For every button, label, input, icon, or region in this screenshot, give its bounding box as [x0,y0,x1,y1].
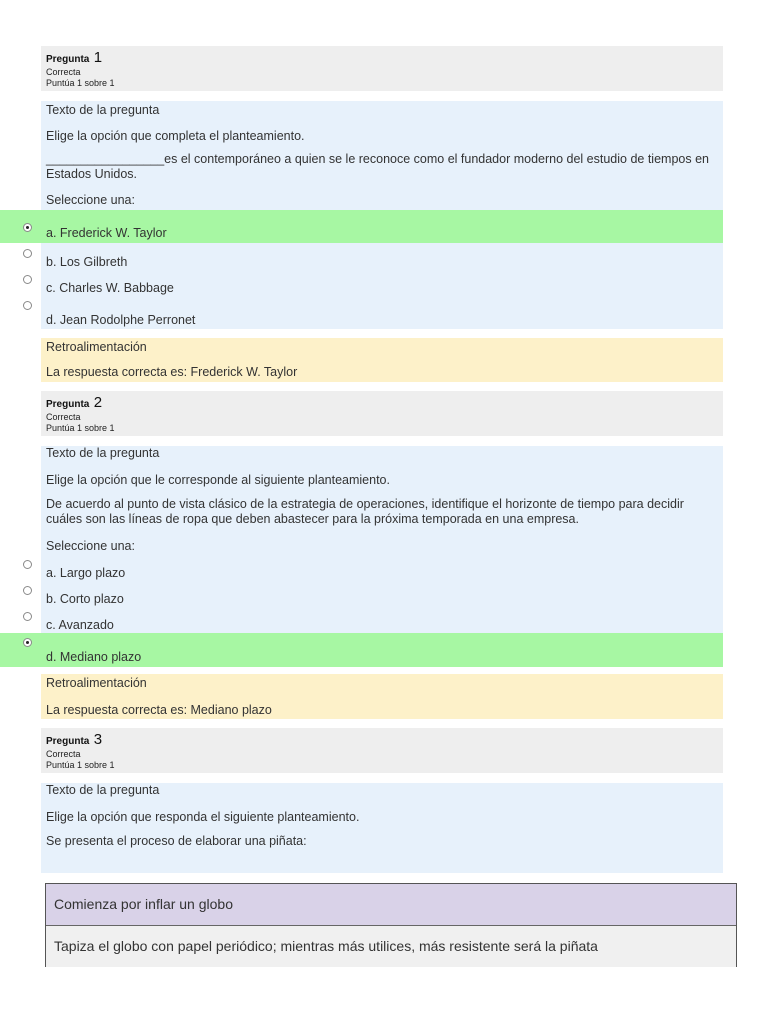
radio-button[interactable] [23,249,32,258]
drag-item-label: Tapiza el globo con papel periódico; mientras más utilices, más resistente será la piñata [54,938,598,954]
question-label: Pregunta [46,399,90,410]
answer-option-label: d. Mediano plazo [46,650,142,664]
question-instruction: Elige la opción que completa el planteamiento. [46,129,305,143]
question-instruction: Elige la opción que responda el siguiente planteamiento. [46,810,360,824]
question-instruction: Elige la opción que le corresponde al siguiente planteamiento. [46,473,390,487]
answer-option[interactable] [0,633,723,667]
radio-button-checked[interactable] [23,638,32,647]
question-text-header: Texto de la pregunta [46,446,160,460]
answer-option-label: b. Corto plazo [46,592,124,606]
question-status: Correcta [46,749,81,759]
drag-order-list [45,883,737,967]
question-3-info [41,728,723,773]
question-number: 1 [93,49,103,66]
answer-option-label: c. Avanzado [46,618,114,632]
question-text-header: Texto de la pregunta [46,783,160,797]
radio-button-checked[interactable] [23,223,32,232]
feedback-title: Retroalimentación [46,676,147,690]
question-3-content [41,783,723,873]
answer-option-label: a. Frederick W. Taylor [46,226,167,240]
radio-button[interactable] [23,275,32,284]
radio-button[interactable] [23,612,32,621]
question-number: 2 [93,394,103,411]
radio-button[interactable] [23,586,32,595]
question-1-feedback [41,338,723,382]
answer-option[interactable] [0,210,723,243]
question-label: Pregunta [46,736,90,747]
drag-item[interactable] [46,884,736,926]
feedback-title: Retroalimentación [46,340,147,354]
answer-option-label: c. Charles W. Babbage [46,281,174,295]
question-score: Puntúa 1 sobre 1 [46,423,115,433]
select-one-label: Seleccione una: [46,539,135,553]
question-number: 3 [93,731,103,748]
radio-button[interactable] [23,301,32,310]
question-score: Puntúa 1 sobre 1 [46,78,115,88]
question-statement: _________________es el contemporáneo a quien se le reconoce como el fundador moderno del estudio de tiempos en Estados Unidos. [46,152,709,181]
answer-option-label: b. Los Gilbreth [46,255,128,269]
answer-option[interactable] [41,266,723,298]
answer-option[interactable] [41,296,723,330]
question-statement: De acuerdo al punto de vista clásico de la estrategia de operaciones, identifique el horizonte de tiempo para decidir cuáles son las líneas de ropa que deben abastecer para la próxima temporada en una empresa. [46,497,684,526]
feedback-text: La respuesta correcta es: Frederick W. Taylor [46,365,298,379]
question-text-header: Texto de la pregunta [46,103,160,117]
question-2-feedback [41,674,723,719]
drag-item-label: Comienza por inflar un globo [54,896,233,912]
question-status: Correcta [46,412,81,422]
answer-option-label: d. Jean Rodolphe Perronet [46,313,196,327]
drag-item[interactable] [46,926,736,967]
question-1-info [41,46,723,91]
answer-option[interactable] [41,602,723,635]
feedback-text: La respuesta correcta es: Mediano plazo [46,703,272,717]
radio-button[interactable] [23,560,32,569]
question-status: Correcta [46,67,81,77]
question-score: Puntúa 1 sobre 1 [46,760,115,770]
question-2-info [41,391,723,436]
question-label: Pregunta [46,54,90,65]
question-statement: Se presenta el proceso de elaborar una piñata: [46,834,307,848]
select-one-label: Seleccione una: [46,193,135,207]
answer-option-label: a. Largo plazo [46,566,126,580]
